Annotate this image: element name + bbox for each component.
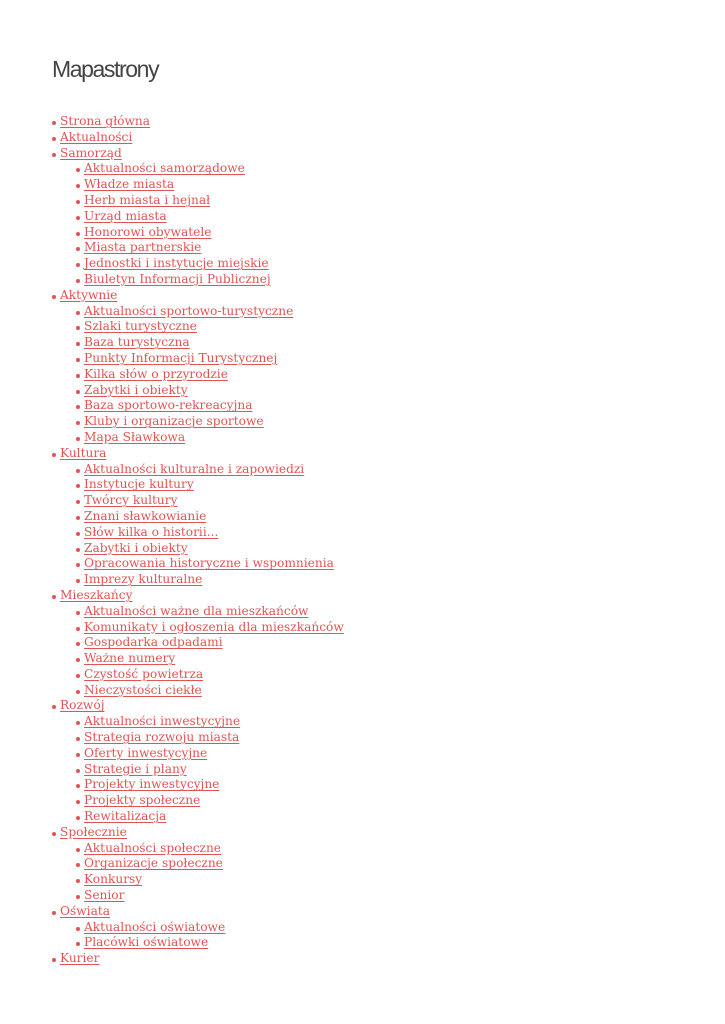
sitemap-item xyxy=(76,888,705,904)
sitemap-link-oferty-inwestycyjne[interactable]: Oferty inwestycyjne xyxy=(84,745,208,760)
sitemap-item xyxy=(76,430,705,446)
sitemap-section-rozwoj xyxy=(52,698,705,824)
sitemap-link-aktualnosci-kulturalne-i-zapowiedzi[interactable]: Aktualności kulturalne i zapowiedzi xyxy=(84,461,305,476)
sitemap-item xyxy=(76,556,705,572)
sitemap-link-nieczystosci-ciekle[interactable]: Nieczystości ciekłe xyxy=(84,682,202,697)
sitemap-item xyxy=(76,177,705,193)
sitemap-section-aktualnosci xyxy=(52,130,705,146)
sitemap-item xyxy=(76,856,705,872)
sitemap-item xyxy=(76,793,705,809)
sitemap-link-kurier[interactable]: Kurier xyxy=(60,951,100,966)
sitemap-section-oswiata xyxy=(52,904,705,951)
sitemap-item xyxy=(76,304,705,320)
sitemap-item xyxy=(76,477,705,493)
sitemap-link-jednostki-i-instytucje-miejskie[interactable]: Jednostki i instytucje miejskie xyxy=(84,256,269,271)
sitemap-section-samorzad xyxy=(52,146,705,288)
sitemap-link-rewitalizacja[interactable]: Rewitalizacja xyxy=(84,809,167,824)
sitemap-link-gospodarka-odpadami[interactable]: Gospodarka odpadami xyxy=(84,635,223,650)
sitemap-link-wazne-numery[interactable]: Ważne numery xyxy=(84,651,176,666)
sitemap-sublist xyxy=(60,462,705,588)
sitemap-link-instytucje-kultury[interactable]: Instytucje kultury xyxy=(84,477,194,492)
sitemap-link-spolecznie[interactable]: Społecznie xyxy=(60,824,127,839)
sitemap-section-strona-glowna xyxy=(52,114,705,130)
sitemap-item xyxy=(76,572,705,588)
sitemap-item xyxy=(76,509,705,525)
sitemap-item xyxy=(76,841,705,857)
sitemap-item xyxy=(76,414,705,430)
sitemap-link-aktualnosci-wazne-dla-mieszkancow[interactable]: Aktualności ważne dla mieszkańców xyxy=(84,603,309,618)
sitemap-item xyxy=(76,935,705,951)
sitemap-link-konkursy[interactable]: Konkursy xyxy=(84,872,143,887)
sitemap-link-tworcy-kultury[interactable]: Twórcy kultury xyxy=(84,493,178,508)
sitemap-link-kilka-slow-o-przyrodzie[interactable]: Kilka słów o przyrodzie xyxy=(84,366,228,381)
sitemap-link-projekty-inwestycyjne[interactable]: Projekty inwestycyjne xyxy=(84,777,220,792)
sitemap-link-herb-miasta-i-hejnal[interactable]: Herb miasta i hejnał xyxy=(84,192,211,207)
sitemap-link-oswiata[interactable]: Oświata xyxy=(60,903,111,918)
sitemap-link-zabytki-i-obiekty[interactable]: Zabytki i obiekty xyxy=(84,382,188,397)
sitemap-item xyxy=(76,714,705,730)
sitemap-link-punkty-informacji-turystycznej[interactable]: Punkty Informacji Turystycznej xyxy=(84,350,278,365)
sitemap-section-mieszkancy xyxy=(52,588,705,699)
sitemap-link-aktywnie[interactable]: Aktywnie xyxy=(60,287,118,302)
sitemap-item xyxy=(76,193,705,209)
sitemap-item xyxy=(76,777,705,793)
sitemap-link-aktualnosci-spoleczne[interactable]: Aktualności społeczne xyxy=(84,840,222,855)
sitemap-link-baza-sportowo-rekreacyjna[interactable]: Baza sportowo-rekreacyjna xyxy=(84,398,253,413)
sitemap-link-aktualnosci-samorzadowe[interactable]: Aktualności samorządowe xyxy=(84,161,245,176)
sitemap-item xyxy=(76,272,705,288)
sitemap-item xyxy=(76,746,705,762)
sitemap-item xyxy=(76,351,705,367)
sitemap-item xyxy=(76,161,705,177)
sitemap-link-aktualnosci-oswiatowe[interactable]: Aktualności oświatowe xyxy=(84,919,226,934)
sitemap-sublist xyxy=(60,304,705,446)
sitemap-link-strategia-rozwoju-miasta[interactable]: Strategia rozwoju miasta xyxy=(84,730,240,745)
sitemap-link-slow-kilka-o-historii[interactable]: Słów kilka o historii... xyxy=(84,524,219,539)
sitemap-link-kluby-i-organizacje-sportowe[interactable]: Kluby i organizacje sportowe xyxy=(84,414,264,429)
sitemap-link-mieszkancy[interactable]: Mieszkańcy xyxy=(60,587,133,602)
sitemap-item xyxy=(76,319,705,335)
sitemap-link-urzad-miasta[interactable]: Urząd miasta xyxy=(84,208,167,223)
sitemap-item xyxy=(76,367,705,383)
sitemap-item xyxy=(76,920,705,936)
sitemap-link-aktualnosci-sportowo-turystyczne[interactable]: Aktualności sportowo-turystyczne xyxy=(84,303,294,318)
sitemap-section-aktywnie xyxy=(52,288,705,446)
sitemap-link-baza-turystyczna[interactable]: Baza turystyczna xyxy=(84,335,190,350)
sitemap-item xyxy=(76,762,705,778)
sitemap-link-senior[interactable]: Senior xyxy=(84,888,125,903)
sitemap-link-miasta-partnerskie[interactable]: Miasta partnerskie xyxy=(84,240,202,255)
page-title: Mapastrony xyxy=(52,56,159,82)
sitemap-item xyxy=(76,651,705,667)
sitemap-item xyxy=(76,493,705,509)
sitemap-item xyxy=(76,256,705,272)
sitemap-link-imprezy-kulturalne[interactable]: Imprezy kulturalne xyxy=(84,572,203,587)
sitemap-item xyxy=(76,335,705,351)
sitemap-link-mapa-slawkowa[interactable]: Mapa Sławkowa xyxy=(84,429,186,444)
sitemap-link-kultura[interactable]: Kultura xyxy=(60,445,107,460)
sitemap-item xyxy=(76,398,705,414)
sitemap-sublist xyxy=(60,841,705,904)
sitemap-sublist xyxy=(60,161,705,287)
sitemap-item xyxy=(76,462,705,478)
sitemap-item xyxy=(76,209,705,225)
sitemap-item xyxy=(76,604,705,620)
sitemap-item xyxy=(76,872,705,888)
sitemap-item xyxy=(76,730,705,746)
sitemap-link-honorowi-obywatele[interactable]: Honorowi obywatele xyxy=(84,224,212,239)
sitemap-sublist xyxy=(60,714,705,825)
sitemap-link-opracowania-historyczne-i-wspomnienia[interactable]: Opracowania historyczne i wspomnienia xyxy=(84,556,334,571)
sitemap-link-znani-slawkowianie[interactable]: Znani sławkowianie xyxy=(84,508,207,523)
sitemap-item xyxy=(76,635,705,651)
sitemap-section-spolecznie xyxy=(52,825,705,904)
sitemap-link-szlaki-turystyczne[interactable]: Szlaki turystyczne xyxy=(84,319,197,334)
sitemap-item xyxy=(76,225,705,241)
sitemap-link-rozwoj[interactable]: Rozwój xyxy=(60,698,105,713)
sitemap-link-aktualnosci[interactable]: Aktualności xyxy=(60,129,133,144)
sitemap-item xyxy=(76,541,705,557)
sitemap-link-samorzad[interactable]: Samorząd xyxy=(60,145,122,160)
sitemap-link-wladze-miasta[interactable]: Władze miasta xyxy=(84,177,175,192)
sitemap-link-komunikaty-i-ogloszenia-dla-mieszkancow[interactable]: Komunikaty i ogłoszenia dla mieszkańców xyxy=(84,619,344,634)
sitemap-item xyxy=(76,240,705,256)
sitemap-sublist xyxy=(60,920,705,952)
sitemap-section-kultura xyxy=(52,446,705,588)
sitemap-item xyxy=(76,525,705,541)
sitemap-section-kurier xyxy=(52,951,705,967)
sitemap-link-aktualnosci-inwestycyjne[interactable]: Aktualności inwestycyjne xyxy=(84,714,241,729)
sitemap-item xyxy=(76,383,705,399)
sitemap-link-organizacje-spoleczne[interactable]: Organizacje społeczne xyxy=(84,856,223,871)
sitemap-link-czystosc-powietrza[interactable]: Czystość powietrza xyxy=(84,666,204,681)
sitemap-link-strategie-i-plany[interactable]: Strategie i plany xyxy=(84,761,187,776)
sitemap-link-zabytki-i-obiekty[interactable]: Zabytki i obiekty xyxy=(84,540,188,555)
sitemap-link-projekty-spoleczne[interactable]: Projekty społeczne xyxy=(84,793,201,808)
sitemap-sublist xyxy=(60,604,705,699)
sitemap-item xyxy=(76,683,705,699)
sitemap-item xyxy=(76,809,705,825)
sitemap-link-biuletyn-informacji-publicznej[interactable]: Biuletyn Informacji Publicznej xyxy=(84,271,271,286)
sitemap-link-placowki-oswiatowe[interactable]: Placówki oświatowe xyxy=(84,935,209,950)
sitemap-list xyxy=(52,114,705,967)
sitemap-page xyxy=(52,54,705,967)
sitemap-item xyxy=(76,667,705,683)
sitemap-link-strona-glowna[interactable]: Strona główna xyxy=(60,114,151,128)
sitemap-item xyxy=(76,620,705,636)
